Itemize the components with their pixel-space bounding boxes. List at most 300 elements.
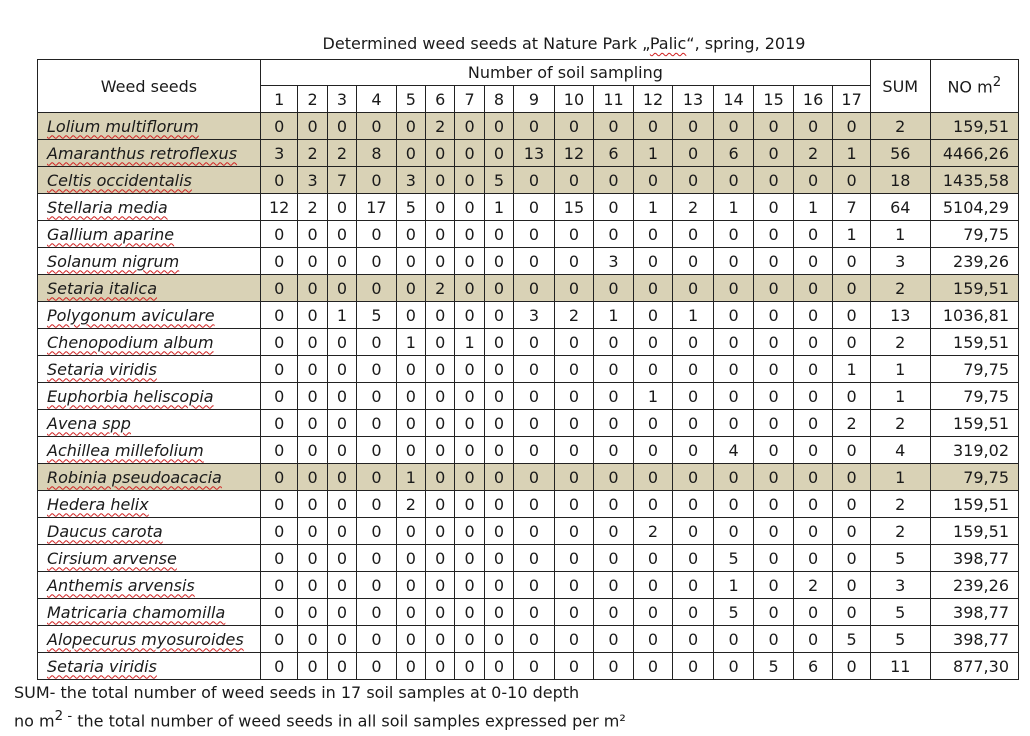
sample-count-cell: 0 — [554, 464, 594, 491]
sample-count-cell: 0 — [754, 275, 794, 302]
sample-count-cell: 0 — [396, 275, 425, 302]
weed-name: Polygonum aviculare — [47, 305, 215, 325]
weed-name-cell — [38, 572, 261, 599]
header-sample-number: 4 — [357, 86, 397, 113]
sample-count-cell: 3 — [514, 302, 555, 329]
sample-count-cell: 0 — [484, 302, 513, 329]
sample-count-cell: 0 — [594, 329, 634, 356]
sample-count-cell: 0 — [793, 518, 833, 545]
sample-count-cell: 0 — [260, 572, 297, 599]
sample-count-cell: 0 — [673, 437, 714, 464]
title-prefix: Determined weed seeds at Nature Park „ — [322, 34, 650, 53]
sample-count-cell: 0 — [673, 356, 714, 383]
sum-cell: 2 — [870, 329, 930, 356]
weed-name: Lolium multiflorum — [47, 116, 199, 136]
sample-count-cell: 0 — [633, 599, 673, 626]
sample-count-cell: 0 — [594, 464, 634, 491]
sample-count-cell: 0 — [833, 248, 871, 275]
weed-name-cell — [38, 383, 261, 410]
sample-count-cell: 0 — [793, 545, 833, 572]
sample-count-cell: 0 — [554, 653, 594, 680]
sample-count-cell: 0 — [594, 356, 634, 383]
sample-count-cell: 0 — [514, 113, 555, 140]
header-sample-number: 13 — [673, 86, 714, 113]
sample-count-cell: 0 — [396, 248, 425, 275]
sample-count-cell: 0 — [357, 113, 397, 140]
sample-count-cell: 0 — [484, 329, 513, 356]
sample-count-cell: 0 — [484, 491, 513, 518]
weed-name: Robinia pseudoacacia — [47, 467, 222, 487]
sample-count-cell: 0 — [455, 113, 484, 140]
header-soil-sampling: Number of soil sampling — [260, 60, 870, 86]
table-title — [0, 34, 1030, 53]
table-row — [38, 599, 1019, 626]
sample-count-cell: 0 — [594, 626, 634, 653]
sum-cell: 2 — [870, 275, 930, 302]
sample-count-cell: 0 — [357, 167, 397, 194]
header-sample-number: 5 — [396, 86, 425, 113]
table-row — [38, 437, 1019, 464]
sample-count-cell: 0 — [327, 545, 356, 572]
sample-count-cell: 0 — [713, 113, 754, 140]
sample-count-cell: 0 — [455, 599, 484, 626]
sample-count-cell: 0 — [298, 275, 327, 302]
no-m2-cell: 159,51 — [930, 329, 1018, 356]
sample-count-cell: 0 — [754, 113, 794, 140]
sample-count-cell: 1 — [396, 329, 425, 356]
weed-name: Daucus carota — [47, 521, 163, 541]
sample-count-cell: 0 — [426, 653, 455, 680]
note-no-m2-suffix: the total number of weed seeds in all soil samples expressed per m² — [72, 711, 626, 731]
sample-count-cell: 0 — [554, 491, 594, 518]
sample-count-cell: 2 — [327, 140, 356, 167]
header-no-m2-sup: 2 — [992, 75, 1002, 91]
weed-name-cell — [38, 194, 261, 221]
sample-count-cell: 5 — [713, 599, 754, 626]
table-row — [38, 383, 1019, 410]
header-sample-number: 9 — [514, 86, 555, 113]
sum-cell: 18 — [870, 167, 930, 194]
table-row — [38, 221, 1019, 248]
sample-count-cell: 0 — [484, 275, 513, 302]
sample-count-cell: 0 — [357, 653, 397, 680]
sample-count-cell: 0 — [754, 194, 794, 221]
weed-name-cell — [38, 464, 261, 491]
table-row — [38, 464, 1019, 491]
sample-count-cell: 0 — [260, 410, 297, 437]
sample-count-cell: 0 — [260, 599, 297, 626]
table-row — [38, 626, 1019, 653]
sample-count-cell: 0 — [713, 275, 754, 302]
sample-count-cell: 0 — [484, 518, 513, 545]
header-sample-number: 1 — [260, 86, 297, 113]
sample-count-cell: 0 — [514, 275, 555, 302]
sample-count-cell: 2 — [554, 302, 594, 329]
table-row — [38, 410, 1019, 437]
no-m2-cell: 398,77 — [930, 626, 1018, 653]
sample-count-cell: 0 — [260, 653, 297, 680]
sample-count-cell: 0 — [327, 113, 356, 140]
sample-count-cell: 0 — [713, 248, 754, 275]
sample-count-cell: 0 — [673, 167, 714, 194]
sample-count-cell: 0 — [633, 437, 673, 464]
sample-count-cell: 0 — [514, 545, 555, 572]
title-suffix: “, spring, 2019 — [686, 34, 806, 53]
sample-count-cell: 0 — [484, 572, 513, 599]
sample-count-cell: 0 — [754, 626, 794, 653]
sample-count-cell: 0 — [298, 626, 327, 653]
sample-count-cell: 1 — [793, 194, 833, 221]
no-m2-cell: 398,77 — [930, 545, 1018, 572]
table-row — [38, 356, 1019, 383]
sample-count-cell: 0 — [514, 356, 555, 383]
sample-count-cell: 0 — [298, 599, 327, 626]
sample-count-cell: 0 — [514, 464, 555, 491]
sample-count-cell: 0 — [713, 302, 754, 329]
sample-count-cell: 0 — [754, 167, 794, 194]
sample-count-cell: 2 — [426, 113, 455, 140]
sample-count-cell: 0 — [327, 275, 356, 302]
sample-count-cell: 0 — [426, 329, 455, 356]
sample-count-cell: 12 — [554, 140, 594, 167]
header-sample-number: 6 — [426, 86, 455, 113]
sample-count-cell: 0 — [484, 113, 513, 140]
sample-count-cell: 0 — [554, 221, 594, 248]
sample-count-cell: 0 — [484, 140, 513, 167]
sample-count-cell: 0 — [594, 653, 634, 680]
sum-cell: 64 — [870, 194, 930, 221]
table-row — [38, 113, 1019, 140]
sample-count-cell: 0 — [833, 383, 871, 410]
weed-name: Setaria italica — [47, 278, 158, 298]
sample-count-cell: 1 — [713, 572, 754, 599]
sample-count-cell: 0 — [754, 248, 794, 275]
sample-count-cell: 0 — [594, 518, 634, 545]
sample-count-cell: 0 — [713, 329, 754, 356]
header-sample-number: 12 — [633, 86, 673, 113]
sample-count-cell: 0 — [554, 275, 594, 302]
sample-count-cell: 0 — [426, 599, 455, 626]
sample-count-cell: 0 — [484, 410, 513, 437]
sum-cell: 5 — [870, 626, 930, 653]
sample-count-cell: 0 — [426, 248, 455, 275]
sample-count-cell: 0 — [484, 599, 513, 626]
sample-count-cell: 0 — [673, 518, 714, 545]
sample-count-cell: 0 — [260, 329, 297, 356]
header-sample-number: 7 — [455, 86, 484, 113]
sample-count-cell: 5 — [754, 653, 794, 680]
sample-count-cell: 0 — [793, 275, 833, 302]
sample-count-cell: 6 — [793, 653, 833, 680]
sample-count-cell: 0 — [426, 491, 455, 518]
header-sample-number: 10 — [554, 86, 594, 113]
no-m2-cell: 159,51 — [930, 275, 1018, 302]
sample-count-cell: 0 — [713, 383, 754, 410]
sample-count-cell: 6 — [713, 140, 754, 167]
sum-cell: 13 — [870, 302, 930, 329]
no-m2-cell: 1036,81 — [930, 302, 1018, 329]
sample-count-cell: 0 — [633, 653, 673, 680]
table-row — [38, 572, 1019, 599]
sample-count-cell: 0 — [754, 491, 794, 518]
sample-count-cell: 5 — [833, 626, 871, 653]
sample-count-cell: 0 — [357, 275, 397, 302]
sample-count-cell: 0 — [633, 275, 673, 302]
sample-count-cell: 0 — [484, 653, 513, 680]
sample-count-cell: 0 — [484, 221, 513, 248]
sample-count-cell: 0 — [455, 248, 484, 275]
sample-count-cell: 0 — [754, 437, 794, 464]
sample-count-cell: 0 — [833, 464, 871, 491]
sample-count-cell: 0 — [754, 518, 794, 545]
sample-count-cell: 0 — [455, 653, 484, 680]
sample-count-cell: 0 — [260, 545, 297, 572]
sample-count-cell: 0 — [554, 383, 594, 410]
sample-count-cell: 0 — [514, 221, 555, 248]
sample-count-cell: 0 — [455, 302, 484, 329]
sample-count-cell: 0 — [754, 329, 794, 356]
table-body — [38, 113, 1019, 680]
sample-count-cell: 0 — [633, 464, 673, 491]
sum-cell: 56 — [870, 140, 930, 167]
sample-count-cell: 0 — [260, 356, 297, 383]
sample-count-cell: 6 — [594, 140, 634, 167]
sample-count-cell: 0 — [357, 626, 397, 653]
sample-count-cell: 8 — [357, 140, 397, 167]
sample-count-cell: 0 — [713, 518, 754, 545]
sample-count-cell: 0 — [455, 491, 484, 518]
sample-count-cell: 0 — [357, 383, 397, 410]
sample-count-cell: 2 — [298, 140, 327, 167]
sample-count-cell: 0 — [327, 518, 356, 545]
header-sample-number: 15 — [754, 86, 794, 113]
sample-count-cell: 0 — [298, 572, 327, 599]
sum-cell: 11 — [870, 653, 930, 680]
sample-count-cell: 0 — [327, 383, 356, 410]
table-row — [38, 329, 1019, 356]
sample-count-cell: 0 — [426, 167, 455, 194]
sample-count-cell: 4 — [713, 437, 754, 464]
sample-count-cell: 0 — [396, 221, 425, 248]
sample-count-cell: 0 — [754, 599, 794, 626]
sample-count-cell: 0 — [833, 545, 871, 572]
table-row — [38, 653, 1019, 680]
sample-count-cell: 0 — [633, 329, 673, 356]
sample-count-cell: 0 — [396, 140, 425, 167]
sample-count-cell: 0 — [713, 653, 754, 680]
weed-name: Setaria viridis — [47, 359, 157, 379]
weed-name: Celtis occidentalis — [47, 170, 192, 190]
table-row — [38, 545, 1019, 572]
no-m2-cell: 159,51 — [930, 491, 1018, 518]
header-sample-number: 17 — [833, 86, 871, 113]
sample-count-cell: 0 — [754, 221, 794, 248]
sample-count-cell: 0 — [514, 626, 555, 653]
sample-count-cell: 5 — [484, 167, 513, 194]
sample-count-cell: 0 — [396, 545, 425, 572]
header-sample-number: 3 — [327, 86, 356, 113]
sample-count-cell: 0 — [455, 410, 484, 437]
sample-count-cell: 0 — [426, 437, 455, 464]
sample-count-cell: 15 — [554, 194, 594, 221]
sample-count-cell: 0 — [298, 302, 327, 329]
table-row — [38, 275, 1019, 302]
no-m2-cell: 79,75 — [930, 356, 1018, 383]
sample-count-cell: 1 — [396, 464, 425, 491]
sample-count-cell: 2 — [633, 518, 673, 545]
sample-count-cell: 0 — [554, 518, 594, 545]
weed-name-cell — [38, 491, 261, 518]
sample-count-cell: 0 — [426, 545, 455, 572]
sample-count-cell: 0 — [327, 194, 356, 221]
sample-count-cell: 0 — [514, 194, 555, 221]
header-sample-number: 2 — [298, 86, 327, 113]
sample-count-cell: 0 — [260, 464, 297, 491]
sample-count-cell: 0 — [673, 491, 714, 518]
sample-count-cell: 0 — [673, 572, 714, 599]
sample-count-cell: 0 — [298, 491, 327, 518]
sample-count-cell: 0 — [357, 221, 397, 248]
sample-count-cell: 0 — [514, 437, 555, 464]
sample-count-cell: 0 — [260, 167, 297, 194]
no-m2-cell: 79,75 — [930, 383, 1018, 410]
sample-count-cell: 0 — [426, 383, 455, 410]
no-m2-cell: 319,02 — [930, 437, 1018, 464]
sample-count-cell: 0 — [594, 275, 634, 302]
weed-name: Gallium aparine — [47, 224, 175, 244]
sample-count-cell: 0 — [396, 653, 425, 680]
sample-count-cell: 0 — [594, 221, 634, 248]
sample-count-cell: 0 — [833, 302, 871, 329]
sample-count-cell: 0 — [673, 545, 714, 572]
sample-count-cell: 0 — [633, 221, 673, 248]
sample-count-cell: 0 — [633, 626, 673, 653]
sample-count-cell: 0 — [298, 356, 327, 383]
sample-count-cell: 0 — [754, 356, 794, 383]
sample-count-cell: 1 — [633, 383, 673, 410]
sample-count-cell: 0 — [754, 572, 794, 599]
sample-count-cell: 0 — [713, 491, 754, 518]
sample-count-cell: 0 — [833, 275, 871, 302]
sample-count-cell: 0 — [455, 221, 484, 248]
sample-count-cell: 0 — [327, 572, 356, 599]
weed-name-cell — [38, 545, 261, 572]
sample-count-cell: 0 — [673, 599, 714, 626]
sample-count-cell: 0 — [594, 437, 634, 464]
sample-count-cell: 0 — [426, 356, 455, 383]
sample-count-cell: 1 — [833, 221, 871, 248]
sample-count-cell: 1 — [833, 140, 871, 167]
sample-count-cell: 5 — [357, 302, 397, 329]
sample-count-cell: 0 — [327, 248, 356, 275]
weed-name-cell — [38, 275, 261, 302]
sample-count-cell: 0 — [793, 410, 833, 437]
sample-count-cell: 0 — [793, 248, 833, 275]
sample-count-cell: 1 — [594, 302, 634, 329]
sample-count-cell: 0 — [260, 437, 297, 464]
sum-cell: 1 — [870, 464, 930, 491]
sample-count-cell: 0 — [357, 329, 397, 356]
note-sum: SUM- the total number of weed seeds in 17 soil samples at 0-10 depth — [14, 683, 580, 702]
sample-count-cell: 0 — [833, 329, 871, 356]
sample-count-cell: 0 — [793, 221, 833, 248]
sample-count-cell: 0 — [673, 653, 714, 680]
sample-count-cell: 2 — [793, 572, 833, 599]
weed-name-cell — [38, 248, 261, 275]
title-park: Palic — [649, 34, 687, 53]
sample-count-cell: 0 — [260, 221, 297, 248]
sample-count-cell: 0 — [455, 194, 484, 221]
no-m2-cell: 159,51 — [930, 113, 1018, 140]
weed-name-cell — [38, 302, 261, 329]
sample-count-cell: 0 — [396, 383, 425, 410]
header-no-m2-label: NO m — [947, 77, 993, 97]
weed-seeds-table — [37, 59, 1019, 680]
sample-count-cell: 0 — [833, 518, 871, 545]
sample-count-cell: 0 — [793, 167, 833, 194]
sample-count-cell: 0 — [455, 167, 484, 194]
sum-cell: 5 — [870, 599, 930, 626]
sample-count-cell: 0 — [298, 221, 327, 248]
sample-count-cell: 0 — [357, 545, 397, 572]
sample-count-cell: 0 — [554, 329, 594, 356]
sample-count-cell: 0 — [713, 410, 754, 437]
sample-count-cell: 0 — [455, 275, 484, 302]
sum-cell: 2 — [870, 410, 930, 437]
weed-name-cell — [38, 518, 261, 545]
sample-count-cell: 0 — [426, 518, 455, 545]
weed-name: Matricaria chamomilla — [47, 602, 226, 622]
sample-count-cell: 1 — [833, 356, 871, 383]
weed-name: Solanum nigrum — [47, 251, 180, 271]
sample-count-cell: 0 — [455, 572, 484, 599]
sample-count-cell: 0 — [298, 248, 327, 275]
sample-count-cell: 0 — [793, 329, 833, 356]
sample-count-cell: 1 — [327, 302, 356, 329]
sample-count-cell: 0 — [514, 167, 555, 194]
sample-count-cell: 0 — [298, 113, 327, 140]
weed-name: Anthemis arvensis — [47, 575, 195, 595]
sample-count-cell: 0 — [357, 356, 397, 383]
sample-count-cell: 5 — [396, 194, 425, 221]
sample-count-cell: 0 — [327, 626, 356, 653]
sample-count-cell: 1 — [633, 140, 673, 167]
sum-cell: 3 — [870, 572, 930, 599]
sample-count-cell: 0 — [594, 383, 634, 410]
sample-count-cell: 0 — [554, 167, 594, 194]
sample-count-cell: 0 — [594, 113, 634, 140]
sample-count-cell: 0 — [713, 464, 754, 491]
sample-count-cell: 0 — [426, 464, 455, 491]
sample-count-cell: 0 — [327, 437, 356, 464]
header-sample-number: 8 — [484, 86, 513, 113]
sample-count-cell: 0 — [673, 329, 714, 356]
weed-name-cell — [38, 599, 261, 626]
weed-name: Chenopodium album — [47, 332, 214, 352]
sample-count-cell: 0 — [455, 545, 484, 572]
sample-count-cell: 0 — [633, 302, 673, 329]
sample-count-cell: 5 — [713, 545, 754, 572]
sample-count-cell: 7 — [833, 194, 871, 221]
sample-count-cell: 0 — [396, 599, 425, 626]
table-row — [38, 194, 1019, 221]
weed-name-cell — [38, 410, 261, 437]
sample-count-cell: 0 — [484, 464, 513, 491]
sample-count-cell: 0 — [260, 518, 297, 545]
header-no-m2 — [930, 60, 1018, 113]
sample-count-cell: 0 — [673, 248, 714, 275]
weed-name-cell — [38, 167, 261, 194]
